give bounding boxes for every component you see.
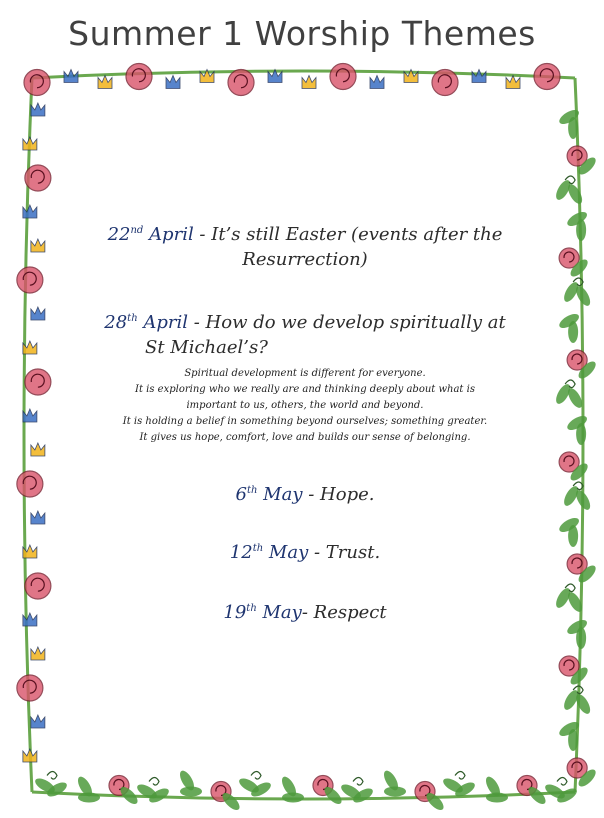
rose-icon	[330, 64, 356, 90]
theme-entry-1-line-2: Resurrection)	[242, 249, 368, 271]
theme-entry-4-date: 12th May	[229, 542, 309, 563]
leaf-icon	[568, 117, 578, 139]
leaf-icon	[486, 792, 508, 802]
leaf-icon	[568, 321, 578, 343]
vine-curl-icon	[47, 771, 57, 779]
rose-icon	[17, 267, 43, 293]
spiritual-development-note	[90, 366, 520, 446]
leaf-icon	[568, 729, 578, 751]
tulip-icon	[64, 70, 78, 83]
theme-entry-3: 6th May - Hope.	[235, 484, 375, 505]
vine-curl-icon	[353, 777, 363, 785]
vine-curl-icon	[149, 777, 159, 785]
tulip-icon	[370, 76, 384, 89]
rose-icon	[24, 70, 50, 96]
rose-icon	[432, 70, 458, 96]
leaf-icon	[78, 792, 100, 802]
rose-icon	[534, 64, 560, 90]
vine-curl-icon	[557, 777, 567, 785]
theme-entry-1-date: 22nd April	[107, 224, 194, 245]
rose-icon	[228, 70, 254, 96]
leaf-icon	[576, 423, 586, 445]
leaf-icon	[576, 627, 586, 649]
rose-icon	[17, 471, 43, 497]
theme-entry-5: 19th May- Respect	[223, 602, 387, 623]
leaf-icon	[282, 792, 304, 802]
rose-icon	[17, 675, 43, 701]
page-title: Summer 1 Worship Themes	[68, 14, 536, 53]
rose-icon	[25, 573, 51, 599]
theme-entry-3-date: 6th May	[235, 484, 303, 505]
note-line-4: It is holding a belief in something beyond ourselves; something greater.	[122, 416, 488, 427]
theme-entry-1	[90, 222, 520, 272]
theme-entry-4: 12th May - Trust.	[229, 542, 381, 563]
tulip-icon	[166, 76, 180, 89]
tulip-icon	[23, 205, 37, 218]
theme-entry-2	[90, 310, 520, 360]
vine-top	[32, 71, 575, 78]
tulip-icon	[31, 647, 45, 660]
theme-entry-2-line-1: 28th April - How do we develop spiritually at	[104, 312, 506, 333]
tulip-icon	[31, 443, 45, 456]
note-line-5: It gives us hope, comfort, love and builds our sense of belonging.	[139, 432, 471, 443]
vine-curl-icon	[251, 771, 261, 779]
rose-icon	[25, 165, 51, 191]
note-line-2: It is exploring who we really are and thinking deeply about what is	[135, 384, 475, 395]
rose-icon	[126, 64, 152, 90]
tulip-icon	[23, 749, 37, 762]
vine-curl-icon	[455, 771, 465, 779]
leaf-icon	[568, 525, 578, 547]
leaf-icon	[384, 786, 406, 796]
tulip-icon	[506, 76, 520, 89]
tulip-icon	[31, 307, 45, 320]
theme-entry-2-date: 28th April	[104, 312, 189, 333]
note-line-3: important to us, others, the world and beyond.	[186, 400, 424, 411]
leaf-icon	[180, 786, 202, 796]
theme-entry-2-line-2: St Michael’s?	[145, 337, 268, 359]
tulip-icon	[472, 70, 486, 83]
tulip-icon	[31, 239, 45, 252]
theme-entry-1-line-1: 22nd April - It’s still Easter (events after the	[107, 224, 503, 245]
tulip-icon	[302, 76, 316, 89]
leaf-icon	[576, 219, 586, 241]
tulip-icon	[23, 137, 37, 150]
tulip-icon	[31, 511, 45, 524]
rose-icon	[25, 369, 51, 395]
tulip-icon	[31, 103, 45, 116]
theme-entry-5-date: 19th May	[223, 602, 302, 623]
tulip-icon	[98, 76, 112, 89]
note-line-1: Spiritual development is different for everyone.	[184, 368, 426, 379]
tulip-icon	[31, 715, 45, 728]
